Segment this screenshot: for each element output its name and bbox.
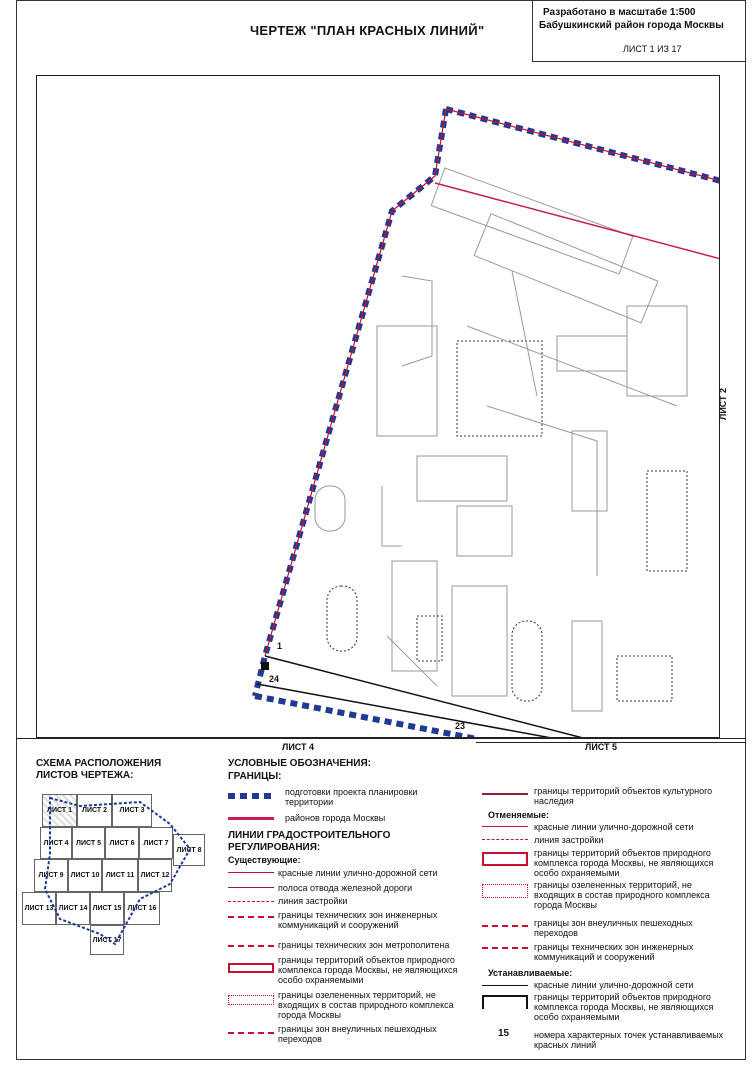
legend-symbol <box>228 901 274 903</box>
sheet-divider <box>476 738 746 743</box>
legend-existing-item: границы технических зон инженерных коммуникаций и сооружений <box>278 910 438 930</box>
red-line-north <box>446 109 720 181</box>
legend-existing-item: границы зон внеуличных пешеходных переходов <box>278 1024 437 1044</box>
legend-cancelled-item: красные линии улично-дорожной сети <box>534 822 694 832</box>
legend-existing-item: границы технических зон метрополитена <box>278 940 450 950</box>
title-stamp <box>532 0 746 62</box>
legend-existing-item: полоса отвода железной дороги <box>278 883 413 893</box>
map-area <box>36 75 720 738</box>
scheme-cell: ЛИСТ 3 <box>112 794 152 827</box>
scheme-cell: ЛИСТ 12 <box>138 859 172 892</box>
legend-cancelled-item: линия застройки <box>534 835 604 845</box>
scheme-cell: ЛИСТ 1 <box>42 794 77 827</box>
legend-cancelled-item: границы зон внеуличных пешеходных переходов <box>534 918 693 938</box>
scheme-cell: ЛИСТ 4 <box>40 827 72 859</box>
legend-symbol <box>228 1032 274 1035</box>
established-title: Устанавливаемые: <box>488 968 573 978</box>
legend-symbol <box>482 852 528 866</box>
sheet-5-label: ЛИСТ 5 <box>585 742 618 752</box>
existing-title: Существующие: <box>228 855 301 865</box>
buildings-layer <box>315 168 687 711</box>
scale-text: Разработано в масштабе 1:500 <box>543 7 696 18</box>
lines-title-2: РЕГУЛИРОВАНИЯ: <box>228 842 321 853</box>
scheme-title-1: СХЕМА РАСПОЛОЖЕНИЯ <box>36 758 162 769</box>
project-border <box>255 109 446 696</box>
legend-symbol <box>482 925 528 928</box>
legend-cancelled-item: границы территорий объектов природного комплекса города Москвы, не являющихся особо охраняемыми <box>534 848 714 878</box>
point-label-1: 1 <box>277 641 283 651</box>
legend-cancelled-item: границы озелененных территорий, не входящих в состав природного комплекса города Москвы <box>534 880 710 910</box>
legend-existing-item: линия застройки <box>278 896 348 906</box>
scheme-cell: ЛИСТ 13 <box>22 892 56 925</box>
cancelled-title: Отменяемые: <box>488 810 549 820</box>
scheme-cell: ЛИСТ 11 <box>102 859 138 892</box>
legend-border-item: районов города Москвы <box>285 813 386 823</box>
legend-symbol <box>482 947 528 950</box>
scheme-cell: ЛИСТ 9 <box>34 859 68 892</box>
sheet-2-label: ЛИСТ 2 <box>718 387 728 420</box>
map-drawing <box>37 76 720 738</box>
scheme-cell: ЛИСТ 6 <box>105 827 139 859</box>
scheme-cell: ЛИСТ 14 <box>56 892 90 925</box>
legend-symbol <box>228 916 274 919</box>
scheme-boundary <box>20 794 210 964</box>
legend-symbol <box>482 884 528 898</box>
legend-established-item: границы территорий объектов природного комплекса города Москвы, не являющихся особо охраняемыми <box>534 992 714 1022</box>
scheme-title-2: ЛИСТОВ ЧЕРТЕЖА: <box>36 770 134 781</box>
legend-established-item: номера характерных точек устанавливаемых красных линий <box>534 1030 724 1050</box>
established-line <box>265 656 587 738</box>
legend-symbol <box>228 887 274 888</box>
legend-existing-item: красные линии улично-дорожной сети <box>278 868 438 878</box>
sheet-scheme <box>20 794 210 964</box>
point-marker <box>261 662 269 670</box>
scheme-cell: ЛИСТ 10 <box>68 859 102 892</box>
legend-title: УСЛОВНЫЕ ОБОЗНАЧЕНИЯ: <box>228 758 371 769</box>
district-border-symbol <box>228 817 274 820</box>
scheme-cell: ЛИСТ 5 <box>72 827 105 859</box>
scheme-cell: ЛИСТ 16 <box>124 892 160 925</box>
scheme-cell: ЛИСТ 2 <box>77 794 112 827</box>
legend-symbol <box>228 945 274 948</box>
legend-border-item: подготовки проекта планировки территории <box>285 787 418 807</box>
point-label-23: 23 <box>455 721 466 731</box>
legend-symbol <box>482 793 528 795</box>
legend-borders-title: ГРАНИЦЫ: <box>228 771 282 782</box>
legend-symbol <box>482 826 528 827</box>
scheme-cell: ЛИСТ 7 <box>139 827 173 859</box>
legend-established-item: красные линии улично-дорожной сети <box>534 980 694 990</box>
sheet-4-label: ЛИСТ 4 <box>282 742 315 752</box>
heritage-item: границы территорий объектов культурного наследия <box>534 786 713 806</box>
legend-symbol <box>228 963 274 973</box>
project-border-symbol <box>228 793 274 799</box>
legend-existing-item: границы озелененных территорий, не входящих в состав природного комплекса города Москвы <box>278 990 454 1020</box>
lines-title-1: ЛИНИИ ГРАДОСТРОИТЕЛЬНОГО <box>228 830 391 841</box>
legend-symbol <box>228 995 274 1005</box>
drawing-title: ЧЕРТЕЖ "ПЛАН КРАСНЫХ ЛИНИЙ" <box>250 23 485 38</box>
legend-cancelled-item: границы технических зон инженерных коммуникаций и сооружений <box>534 942 694 962</box>
legend-symbol <box>482 839 528 841</box>
legend-symbol <box>482 985 528 986</box>
district-text: Бабушкинский район города Москвы <box>539 20 724 31</box>
scheme-cell: ЛИСТ 15 <box>90 892 124 925</box>
scheme-cell: ЛИСТ 17 <box>90 925 124 955</box>
sheet-number: ЛИСТ 1 ИЗ 17 <box>623 44 682 54</box>
scheme-cell: ЛИСТ 8 <box>173 834 205 866</box>
point-label-24: 24 <box>269 674 280 684</box>
legend-symbol <box>228 872 274 873</box>
point-number-sample: 15 <box>498 1028 510 1039</box>
legend-existing-item: границы территорий объектов природного комплекса города Москвы, не являющихся особо охраняемыми <box>278 955 458 985</box>
legend-symbol <box>482 995 528 1009</box>
